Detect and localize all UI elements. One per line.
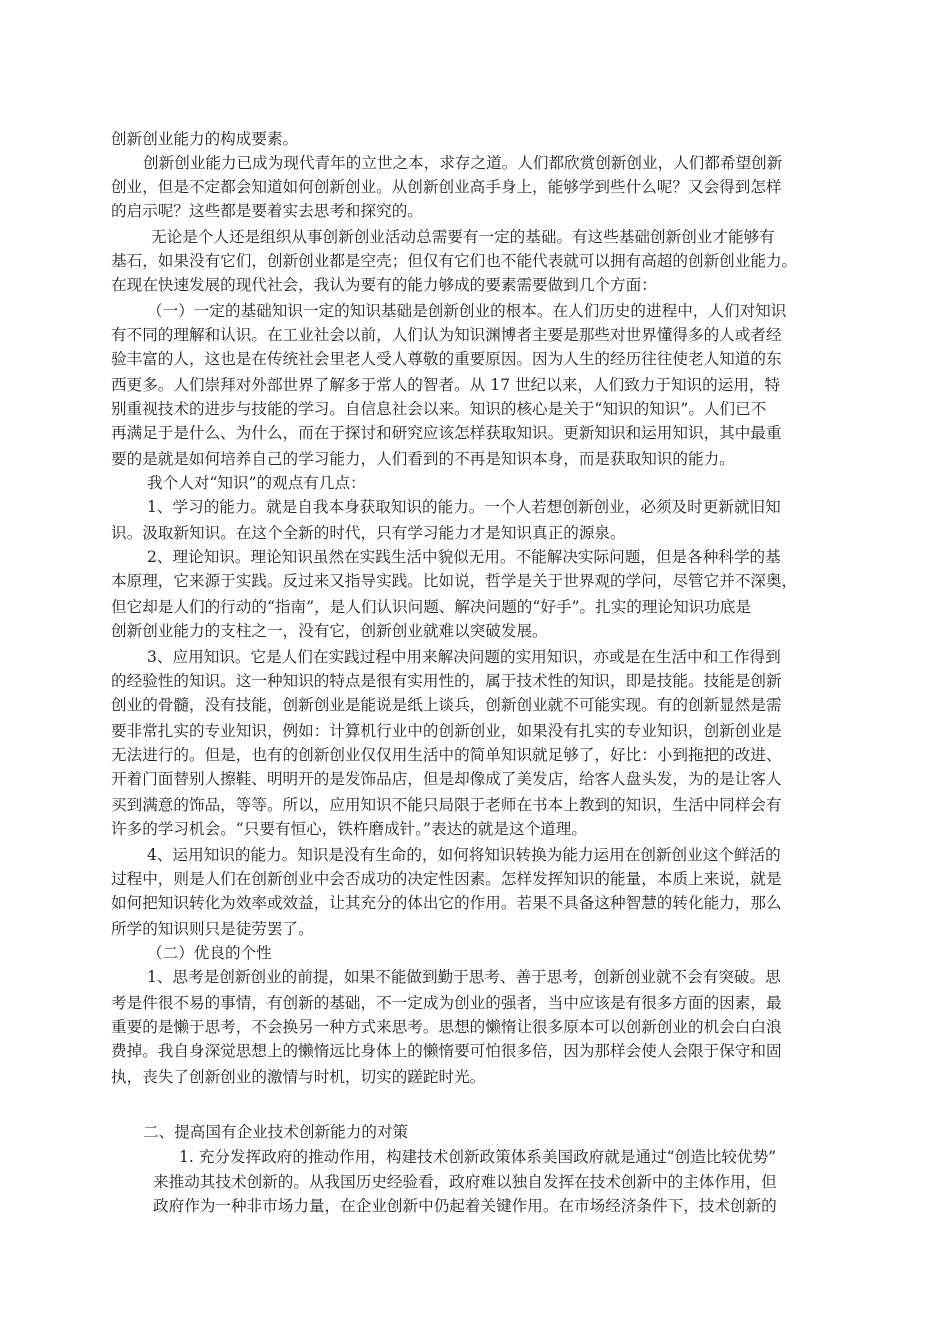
- text-line: 无法进行的。但是，也有的创新创业仅仅用生活中的简单知识就足够了，好比：小到拖把的改进、: [111, 746, 782, 764]
- text-line: 验丰富的人，这也是在传统社会里老人受人尊敬的重要原因。因为人生的经历往往使老人知道的东: [111, 350, 782, 368]
- text-line: 基石，如果没有它们，创新创业都是空壳；但仅有它们也不能代表就可以拥有高超的创新创业能力。: [111, 252, 798, 270]
- text-line: 过程中，则是人们在创新创业中会否成功的决定性因素。怎样发挥知识的能量，本质上来说，就是: [111, 870, 782, 888]
- text-line: 费掉。我自身深觉思想上的懒惰远比身体上的懒惰要可怕很多倍，因为那样会使人会限于保守和固: [111, 1042, 782, 1060]
- text-line: 来推动其技术创新的。从我国历史经验看，政府难以独自发挥在技术创新中的主体作用，但: [153, 1173, 777, 1191]
- text-line: 执，丧失了创新创业的激情与时机，切实的蹉跎时光。: [111, 1068, 486, 1086]
- numbered-item: 1. 充分发挥政府的推动作用，构建技术创新政策体系美国政府就是通过“创造比较优势”: [179, 1148, 777, 1166]
- text-line: 1、学习的能力。就是自我本身获取知识的能力。一个人若想创新创业，必须及时更新就旧知: [147, 498, 781, 516]
- text-line: 3、应用知识。它是人们在实践过程中用来解决问题的实用知识，亦或是在生活中和工作得到: [147, 648, 781, 666]
- text-line: 1、思考是创新创业的前提，如果不能做到勤于思考、善于思考，创新创业就不会有突破。思: [147, 968, 781, 986]
- text-line: 创新创业能力的支柱之一，没有它，创新创业就难以突破发展。: [111, 622, 548, 640]
- text-line: 所学的知识则只是徒劳罢了。: [111, 920, 314, 938]
- text-line: 2、理论知识。理论知识虽然在实践生活中貌似无用。不能解决实际问题，但是各种科学的基: [147, 548, 781, 566]
- section-heading: 二、提高国有企业技术创新能力的对策: [143, 1123, 409, 1141]
- text-line: 创业的骨髓，没有技能，创新创业是能说是纸上谈兵，创新创业就不可能实现。有的创新显然是需: [111, 696, 782, 714]
- text-line: （一）一定的基础知识一定的知识基础是创新创业的根本。在人们历史的进程中，人们对知识: [147, 302, 787, 320]
- text-line: 买到满意的饰品，等等。所以，应用知识不能只局限于老师在书本上教到的知识，生活中同样会有: [111, 796, 782, 814]
- text-line: 创新创业能力的构成要素。: [111, 130, 299, 148]
- text-line: 西更多。人们崇拜对外部世界了解多于常人的智者。从 17 世纪以来，人们致力于知识的运用，特: [111, 376, 781, 394]
- text-line: 识。汲取新知识。在这个全新的时代，只有学习能力才是知识真正的源泉。: [111, 524, 626, 542]
- text-line: 有不同的理解和认识。在工业社会以前，人们认为知识渊博者主要是那些对世界懂得多的人或者经: [111, 326, 782, 344]
- text-line: 要的是就是如何培养自己的学习能力，人们看到的不再是知识本身，而是获取知识的能力。: [111, 450, 735, 468]
- text-line: 开着门面替别人擦鞋、明明开的是发饰品店，但是却像成了美发店，给客人盘头发，为的是让客人: [111, 770, 782, 788]
- text-line: 政府作为一种非市场力量，在企业创新中仍起着关键作用。在市场经济条件下，技术创新的: [153, 1197, 777, 1215]
- text-line: 考是件很不易的事情，有创新的基础，不一定成为创业的强者，当中应该是有很多方面的因素，最: [111, 994, 782, 1012]
- text-line: 4、运用知识的能力。知识是没有生命的，如何将知识转换为能力运用在创新创业这个鲜活的: [147, 846, 781, 864]
- text-line: 的启示呢？这些都是要着实去思考和探究的。: [111, 202, 423, 220]
- text-line: 我个人对“知识”的观点有几点：: [147, 474, 366, 492]
- text-line: 再满足于是什么、为什么，而在于探讨和研究应该怎样获取知识。更新知识和运用知识，其中最重: [111, 424, 782, 442]
- text-line: 要非常扎实的专业知识，例如：计算机行业中的创新创业，如果没有扎实的专业知识，创新创业是: [111, 722, 782, 740]
- text-line: 无论是个人还是组织从事创新创业活动总需要有一定的基础。有这些基础创新创业才能够有: [151, 228, 775, 246]
- text-line: 创业，但是不定都会知道如何创新创业。从创新创业高手身上，能够学到些什么呢？又会得到怎样: [111, 178, 782, 196]
- text-line: 许多的学习机会。“只要有恒心，铁杵磨成针。”表达的就是这个道理。: [111, 820, 587, 838]
- text-line: 别重视技术的进步与技能的学习。自信息社会以来。知识的核心是关于“知识的知识”。人们已不: [111, 400, 767, 418]
- text-line: 如何把知识转化为效率或效益，让其充分的体出它的作用。若果不具备这种智慧的转化能力，那么: [111, 894, 782, 912]
- text-line: 但它却是人们的行动的“指南”，是人们认识问题、解决问题的“好手”。扎实的理论知识功底是: [111, 598, 752, 616]
- text-line: 的经验性的知识。这一种知识的特点是很有实用性的，属于技术性的知识，即是技能。技能是创新: [111, 672, 782, 690]
- text-line: 在现在快速发展的现代社会，我认为要有的能力够成的要素需要做到几个方面：: [111, 276, 657, 294]
- section-heading: （二）优良的个性: [147, 944, 272, 962]
- text-line: 创新创业能力已成为现代青年的立世之本，求存之道。人们都欣赏创新创业，人们都希望创新: [143, 154, 783, 172]
- text-line: 本原理，它来源于实践。反过来又指导实践。比如说，哲学是关于世界观的学问，尽管它并不深奥，: [111, 572, 798, 590]
- text-line: 重要的是懒于思考，不会换另一种方式来思考。思想的懒惰让很多原本可以创新创业的机会白白浪: [111, 1018, 782, 1036]
